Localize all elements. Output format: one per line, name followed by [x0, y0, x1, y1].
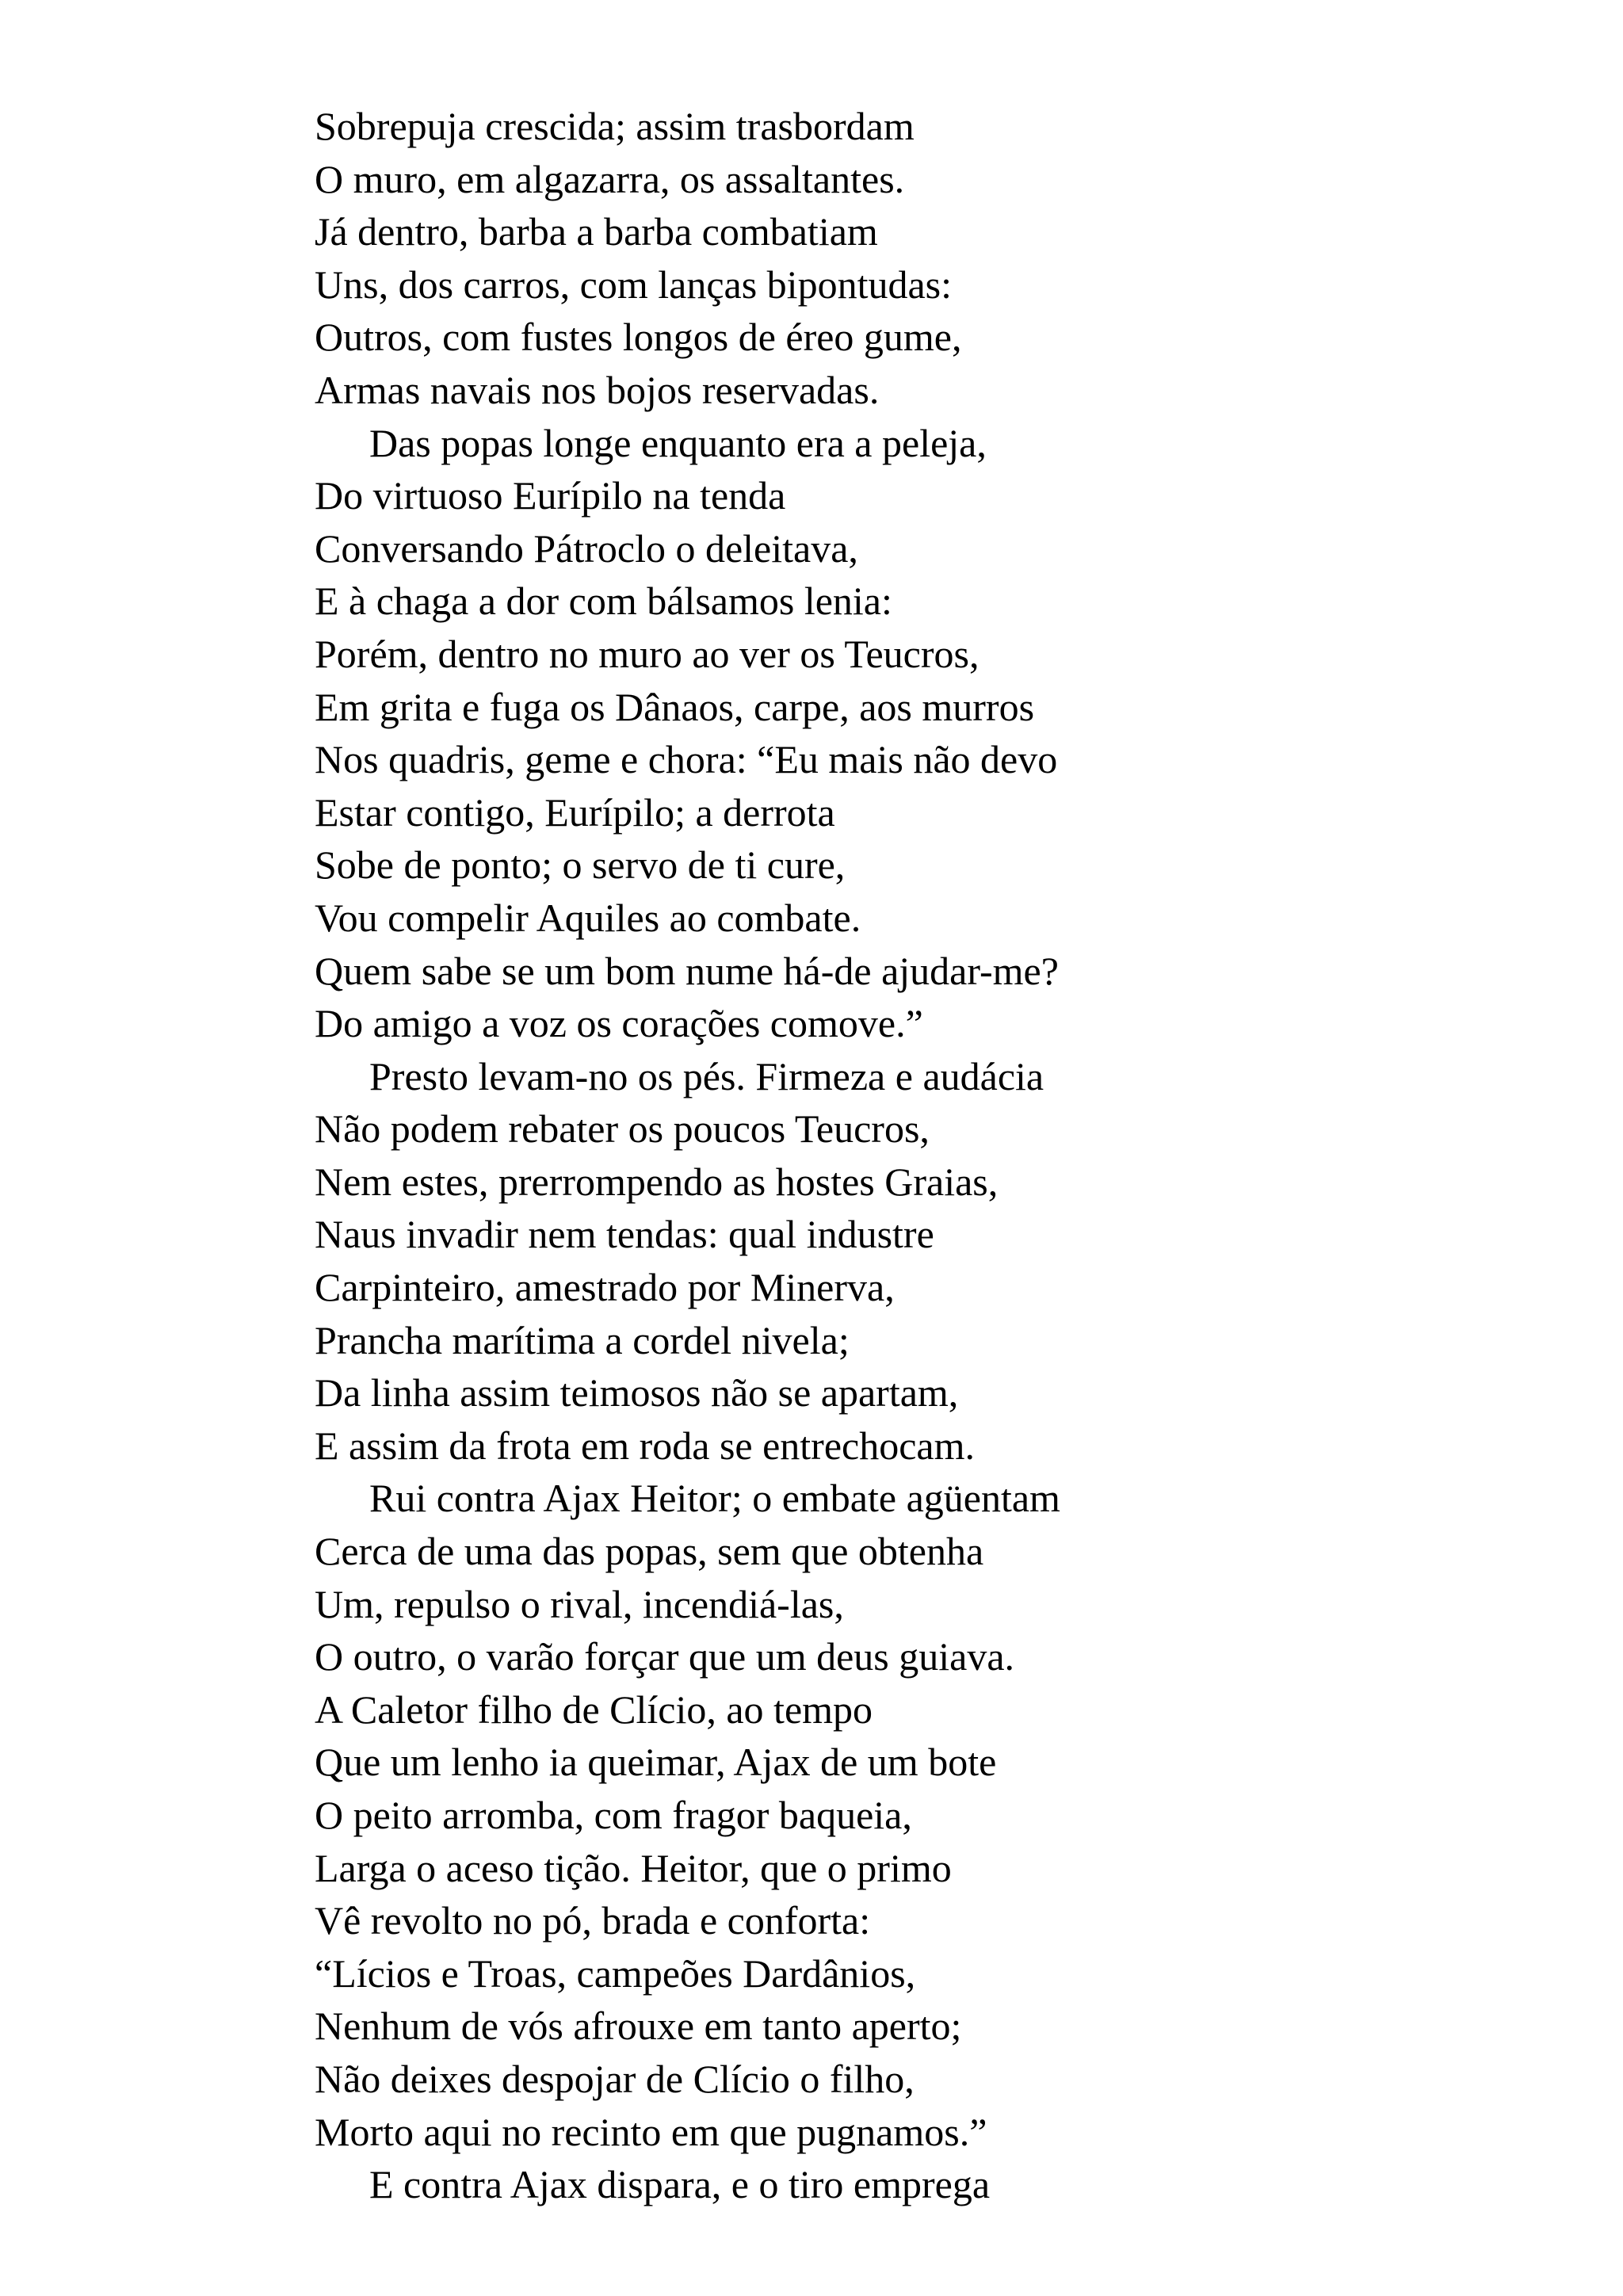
verse-line: Carpinteiro, amestrado por Minerva,	[315, 1265, 895, 1310]
verse-line: E assim da frota em roda se entrechocam.	[315, 1423, 975, 1468]
verse-line: Vê revolto no pó, brada e conforta:	[315, 1898, 871, 1943]
verse-line: Da linha assim teimosos não se apartam,	[315, 1370, 959, 1415]
verse-line: Cerca de uma das popas, sem que obtenha	[315, 1529, 984, 1574]
verse-line: Porém, dentro no muro ao ver os Teucros,	[315, 631, 980, 676]
poem-text	[315, 100, 1060, 2211]
verse-line: Sobe de ponto; o servo de ti cure,	[315, 842, 846, 888]
verse-line: Em grita e fuga os Dânaos, carpe, aos murros	[315, 684, 1035, 729]
verse-line: “Lícios e Troas, campeões Dardânios,	[315, 1950, 916, 1996]
verse-line: E à chaga a dor com bálsamos lenia:	[315, 579, 892, 624]
verse-line: Não deixes despojar de Clício o filho,	[315, 2056, 915, 2101]
verse-line: Já dentro, barba a barba combatiam	[315, 209, 878, 254]
verse-line: Sobrepuja crescida; assim trasbordam	[315, 104, 915, 148]
verse-line: Larga o aceso tição. Heitor, que o primo	[315, 1845, 952, 1890]
verse-line: O outro, o varão forçar que um deus guiava.	[315, 1634, 1015, 1679]
verse-line: Uns, dos carros, com lanças bipontudas:	[315, 262, 953, 307]
verse-line: O peito arromba, com fragor baqueia,	[315, 1793, 912, 1837]
verse-line: Nos quadris, geme e chora: “Eu mais não devo	[315, 737, 1058, 782]
verse-line: Rui contra Ajax Heitor; o embate agüentam	[369, 1476, 1060, 1521]
verse-line: Do virtuoso Eurípilo na tenda	[315, 473, 786, 518]
verse-line: A Caletor filho de Clício, ao tempo	[315, 1687, 873, 1732]
verse-line: Armas navais nos bojos reservadas.	[315, 367, 880, 412]
verse-line: Nenhum de vós afrouxe em tanto aperto;	[315, 2004, 962, 2049]
verse-line: Estar contigo, Eurípilo; a derrota	[315, 789, 835, 835]
verse-line: Naus invadir nem tendas: qual industre	[315, 1212, 934, 1257]
verse-line: Quem sabe se um bom nume há-de ajudar-me?	[315, 948, 1059, 993]
verse-line: Não podem rebater os poucos Teucros,	[315, 1106, 930, 1152]
verse-line: Presto levam-no os pés. Firmeza e audácia	[369, 1053, 1044, 1098]
verse-line: Que um lenho ia queimar, Ajax de um bote	[315, 1740, 997, 1785]
verse-line: Outros, com fustes longos de éreo gume,	[315, 315, 962, 360]
verse-line: Nem estes, prerrompendo as hostes Graias,	[315, 1159, 999, 1204]
verse-line: E contra Ajax dispara, e o tiro emprega	[369, 2162, 991, 2207]
verse-line: Morto aqui no recinto em que pugnamos.”	[315, 2109, 987, 2154]
verse-line: Conversando Pátroclo o deleitava,	[315, 525, 858, 571]
verse-line: Das popas longe enquanto era a peleja,	[369, 420, 987, 465]
verse-line: Vou compelir Aquiles ao combate.	[315, 895, 861, 940]
verse-line: Do amigo a voz os corações comove.”	[315, 1001, 923, 1046]
verse-line: Um, repulso o rival, incendiá-las,	[315, 1581, 844, 1626]
verse-line: Prancha marítima a cordel nivela;	[315, 1317, 850, 1362]
verse-line: O muro, em algazarra, os assaltantes.	[315, 156, 905, 201]
